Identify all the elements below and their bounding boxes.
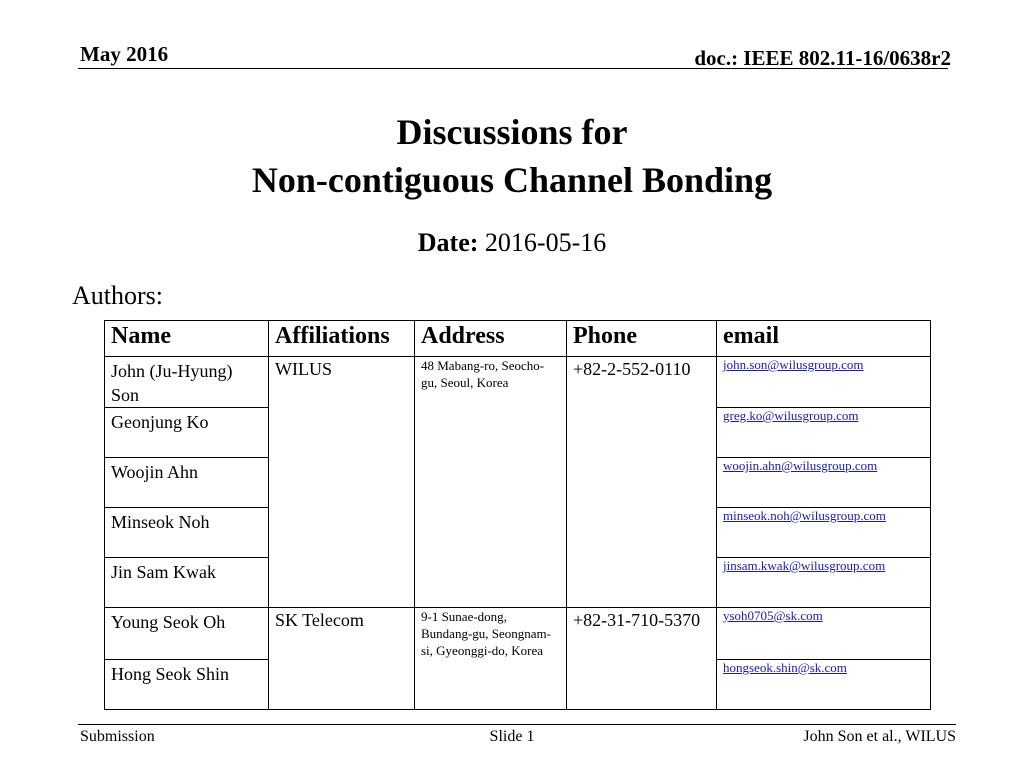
author-name: Young Seok Oh	[105, 608, 269, 660]
authors-table	[104, 320, 931, 710]
author-email-cell	[717, 659, 931, 709]
col-header-affiliations: Affiliations	[269, 321, 415, 357]
table-row	[105, 357, 931, 408]
col-header-name: Name	[105, 321, 269, 357]
author-address	[415, 458, 567, 508]
col-header-email: email	[717, 321, 931, 357]
author-affiliation	[269, 458, 415, 508]
footer-submission: Submission	[80, 728, 155, 745]
author-email-link[interactable]: greg.ko@wilusgroup.com	[723, 408, 859, 423]
author-phone: +82-2-552-0110	[567, 357, 717, 408]
author-affiliation	[269, 558, 415, 608]
date-label: Date:	[417, 228, 479, 257]
author-affiliation	[269, 408, 415, 458]
table-row	[105, 608, 931, 660]
author-email-cell	[717, 608, 931, 660]
author-affiliation: WILUS	[269, 357, 415, 408]
author-phone	[567, 659, 717, 709]
author-name: Woojin Ahn	[105, 458, 269, 508]
date-line	[0, 228, 1024, 258]
table-row	[105, 508, 931, 558]
table-row	[105, 458, 931, 508]
table-header-row	[105, 321, 931, 357]
author-address	[415, 659, 567, 709]
header-divider	[78, 68, 948, 69]
author-phone	[567, 558, 717, 608]
author-name: Hong Seok Shin	[105, 659, 269, 709]
footer-divider	[78, 724, 956, 725]
author-email-cell	[717, 408, 931, 458]
author-email-link[interactable]: john.son@wilusgroup.com	[723, 357, 864, 372]
author-email-cell	[717, 357, 931, 408]
col-header-phone: Phone	[567, 321, 717, 357]
author-phone: +82-31-710-5370	[567, 608, 717, 660]
author-phone	[567, 508, 717, 558]
author-affiliation	[269, 508, 415, 558]
author-email-cell	[717, 558, 931, 608]
author-email-link[interactable]: minseok.noh@wilusgroup.com	[723, 508, 886, 523]
author-email-link[interactable]: jinsam.kwak@wilusgroup.com	[723, 558, 886, 573]
author-email-cell	[717, 508, 931, 558]
header-doc-id: doc.: IEEE 802.11-16/0638r2	[694, 46, 951, 70]
author-affiliation: SK Telecom	[269, 608, 415, 660]
date-value: 2016-05-16	[484, 228, 607, 257]
author-name: Minseok Noh	[105, 508, 269, 558]
author-address	[415, 408, 567, 458]
author-phone	[567, 408, 717, 458]
author-name: Jin Sam Kwak	[105, 558, 269, 608]
authors-label: Authors:	[72, 281, 163, 310]
author-address	[415, 558, 567, 608]
author-name: Geonjung Ko	[105, 408, 269, 458]
title-line-1: Discussions for	[396, 112, 628, 152]
author-phone	[567, 458, 717, 508]
author-name: John (Ju-Hyung) Son	[105, 357, 269, 408]
author-email-link[interactable]: ysoh0705@sk.com	[723, 608, 823, 623]
table-row	[105, 558, 931, 608]
table-row	[105, 408, 931, 458]
header-date: May 2016	[80, 42, 169, 66]
author-email-link[interactable]: hongseok.shin@sk.com	[723, 659, 847, 675]
author-email-link[interactable]: woojin.ahn@wilusgroup.com	[723, 458, 878, 473]
footer-slide-number: Slide 1	[489, 728, 535, 745]
table-row	[105, 659, 931, 709]
col-header-address: Address	[415, 321, 567, 357]
slide-title	[0, 108, 1024, 204]
author-address: 48 Mabang-ro, Seocho-gu, Seoul, Korea	[415, 357, 567, 408]
author-affiliation	[269, 659, 415, 709]
footer-authors: John Son et al., WILUS	[803, 728, 956, 745]
author-address: 9-1 Sunae-dong, Bundang-gu, Seongnam-si, Gyeonggi-do, Korea	[415, 608, 567, 660]
author-address	[415, 508, 567, 558]
author-email-cell	[717, 458, 931, 508]
title-line-2: Non-contiguous Channel Bonding	[251, 160, 773, 200]
